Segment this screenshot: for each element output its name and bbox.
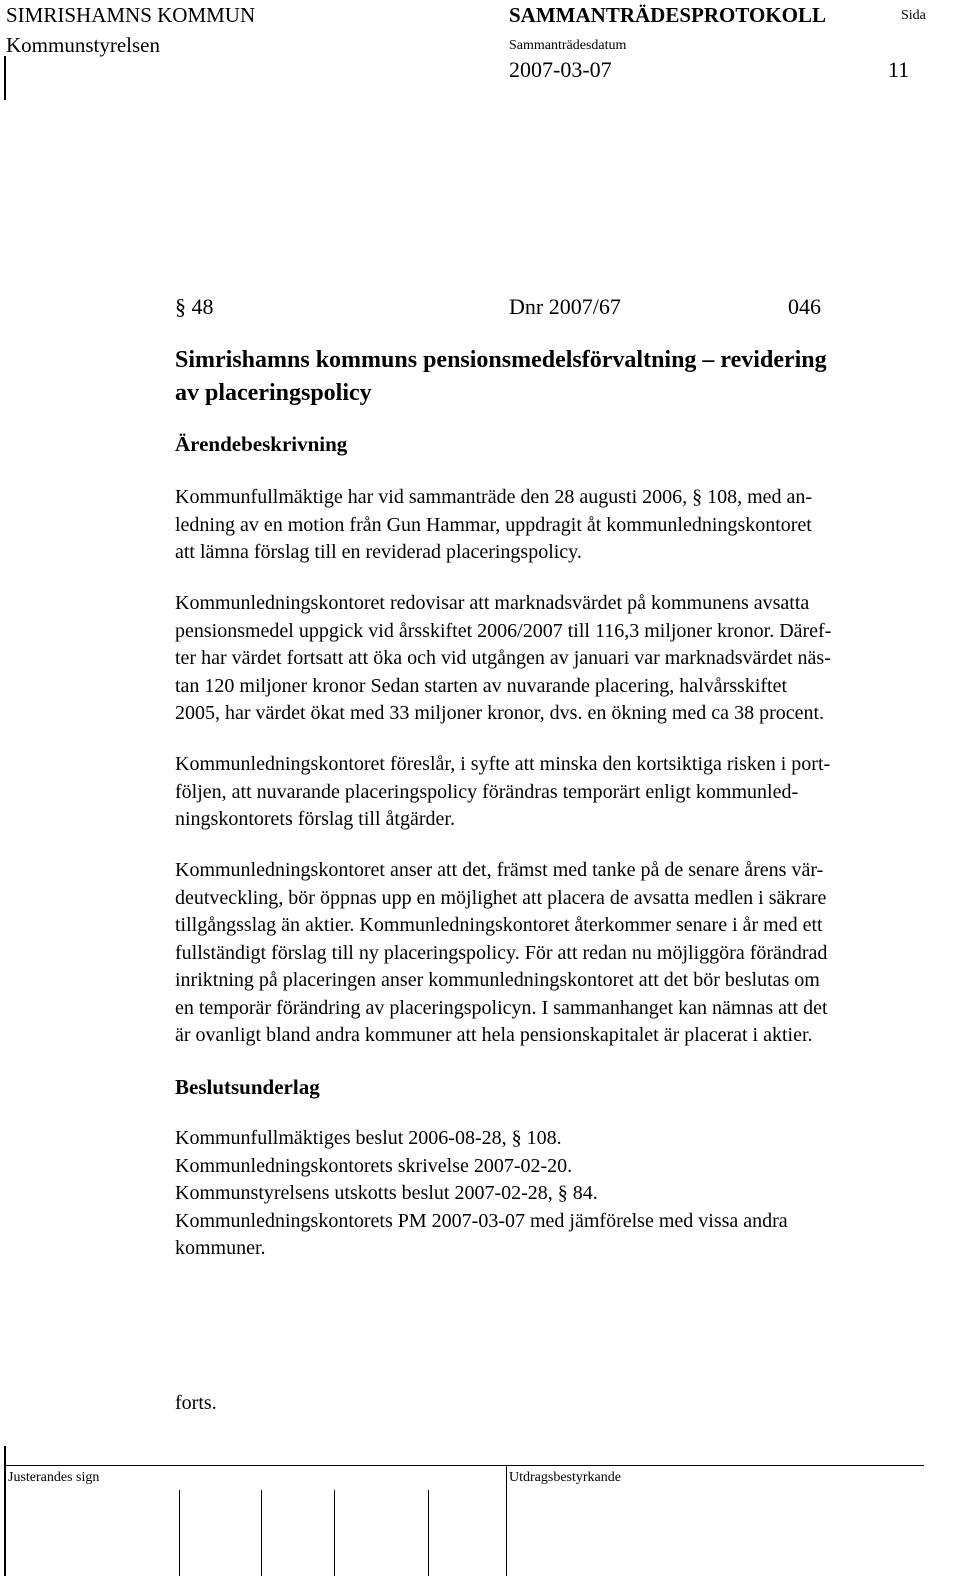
text-line: ningskontorets förslag till åtgärder. [175,808,455,830]
continuation-note: forts. [175,1392,217,1414]
list-item: Kommunfullmäktiges beslut 2006-08-28, § 108. [175,1127,562,1149]
text-line: Kommunledningskontoret anser att det, främst med tanke på de senare årens vär- [175,859,824,881]
paragraph-number: § 48 [175,294,214,319]
paragraph-1 [175,484,950,567]
text-line: är ovanligt bland andra kommuner att hela pensionskapitalet är placerat i aktier. [175,1024,813,1046]
document-title: SAMMANTRÄDESPROTOKOLL [509,3,826,27]
text-line: pensionsmedel uppgick vid årsskiftet 2006/2007 till 116,3 miljoner kronor. Däref- [175,619,832,642]
list-item: Kommunledningskontorets skrivelse 2007-02-20. [175,1154,573,1177]
paragraph-3 [175,751,950,834]
text-line: följen, att nuvarande placeringspolicy förändras temporärt enligt kommunled- [175,780,799,803]
organization-name: SIMRISHAMNS KOMMUN [6,3,256,27]
decision-basis-list [175,1125,950,1263]
meeting-date: 2007-03-07 [509,57,612,82]
text-line: deutveckling, bör öppnas upp en möjlighet att placera de avsatta medlen i säkrare [175,886,827,909]
text-line: Kommunledningskontoret föreslår, i syfte att minska den kortsiktiga risken i port- [175,753,831,775]
text-line: ter har värdet fortsatt att öka och vid utgången av januari var marknadsvärdet näs- [175,647,831,669]
signature-box-divider [334,1490,335,1576]
footer-margin-line [4,1446,6,1576]
header-margin-line [4,56,6,100]
section-heading-description: Ärendebeskrivning [175,432,348,456]
footer-divider [4,1465,924,1466]
text-line: inriktning på placeringen anser kommunledningskontoret att det bör beslutas om [175,969,820,991]
list-item: kommuner. [175,1237,266,1259]
text-line: ledning av en motion från Gun Hammar, uppdragit åt kommunledningskontoret [175,513,812,536]
text-line: fullständigt förslag till ny placeringspolicy. För att redan nu möjliggöra förändrad [175,941,828,964]
page-label: Sida [901,8,926,23]
signature-box-divider [428,1490,429,1576]
page-number: 11 [888,57,910,82]
text-line: Kommunfullmäktige har vid sammanträde den 28 augusti 2006, § 108, med an- [175,486,813,508]
section-heading-basis: Beslutsunderlag [175,1075,320,1099]
text-line: tan 120 miljoner kronor Sedan starten av nuvarande placering, halvårsskiftet [175,674,788,697]
paragraph-2 [175,590,950,728]
diary-number: Dnr 2007/67 [509,294,621,319]
meeting-date-label: Sammanträdesdatum [509,38,627,53]
signature-box-divider [261,1490,262,1576]
text-line: att lämna förslag till en reviderad placeringspolicy. [175,541,582,563]
signature-label: Justerandes sign [8,1470,100,1485]
item-title-line: Simrishamns kommuns pensionsmedelsförvaltning – revidering [175,347,827,373]
text-line: en temporär förändring av placeringspolicyn. I sammanhanget kan nämnas att det [175,996,828,1019]
board-name: Kommunstyrelsen [6,33,160,57]
paragraph-4 [175,857,950,1050]
item-title [175,344,950,410]
list-item: Kommunledningskontorets PM 2007-03-07 med jämförelse med vissa andra [175,1209,788,1232]
signature-box-divider [179,1490,180,1576]
text-line: Kommunledningskontoret redovisar att marknadsvärdet på kommunens avsatta [175,592,810,614]
case-code: 046 [788,294,821,319]
text-line: 2005, har värdet ökat med 33 miljoner kronor, dvs. en ökning med ca 38 procent. [175,702,825,724]
item-title-line: av placeringspolicy [175,380,372,406]
list-item: Kommunstyrelsens utskotts beslut 2007-02-28, § 84. [175,1182,598,1204]
certification-label: Utdragsbestyrkande [509,1470,621,1485]
footer-column-divider [506,1466,507,1576]
text-line: tillgångsslag än aktier. Kommunledningskontoret återkommer senare i år med ett [175,914,823,936]
